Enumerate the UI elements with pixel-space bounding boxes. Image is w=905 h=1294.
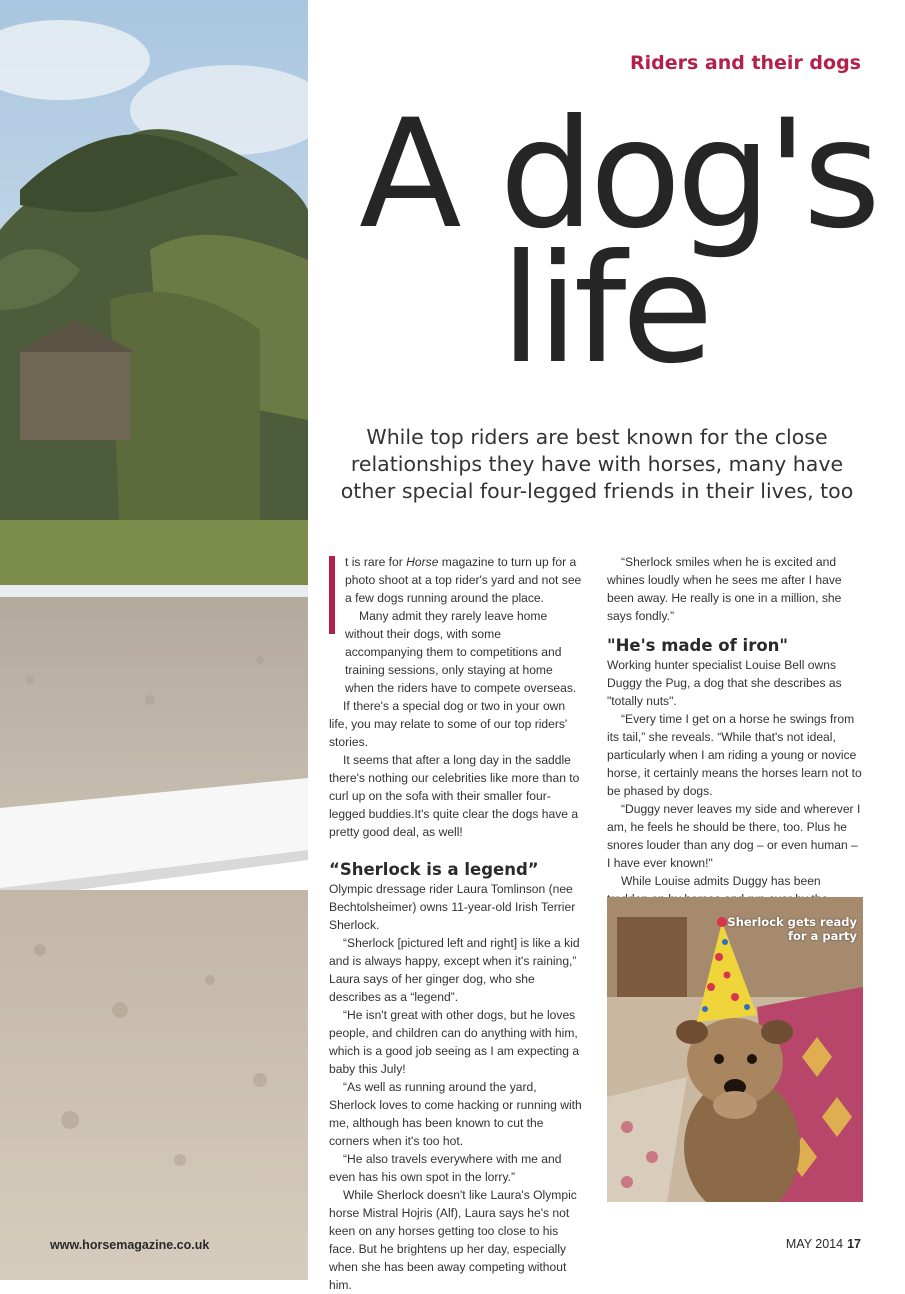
sherlock-paragraph-4: “As well as running around the yard, Sherlock loves to come hacking or running with me, although has been known to cut the corners when it's too hot.: [329, 1080, 582, 1148]
article-column-right: [607, 553, 863, 926]
duggy-paragraph-1: Working hunter specialist Louise Bell owns Duggy the Pug, a dog that she describes as "totally nuts".: [607, 658, 842, 708]
footer-website: www.horsemagazine.co.uk: [50, 1238, 210, 1252]
headline-line-1: A dog's: [359, 88, 876, 262]
issue-date: MAY 2014: [785, 1237, 844, 1251]
intro-paragraph-4: It seems that after a long day in the saddle there's nothing our celebrities like more than to curl up on the sofa with their smaller four-legged buddies.It's quite clear the dogs have a pretty good deal, as well!: [329, 753, 580, 839]
sherlock-paragraph-1: Olympic dressage rider Laura Tomlinson (nee Bechtolsheimer) owns 11-year-old Irish Terrier Sherlock.: [329, 882, 576, 932]
headline-line-2: life: [500, 223, 709, 397]
headline: [320, 88, 905, 397]
page-number: 17: [847, 1237, 861, 1251]
standfirst: While top riders are best known for the close relationships they have with horses, many have other special four-legged friends in their lives, too: [340, 425, 854, 503]
arena-photo: [0, 0, 308, 1280]
sherlock-paragraph-7: “Sherlock smiles when he is excited and whines loudly when he sees me after I have been away. He really is one in a million, she says fondly.”: [607, 555, 842, 623]
sherlock-paragraph-3: “He isn't great with other dogs, but he loves people, and children can do anything with him, which is a good job seeing as I am expecting a baby this July!: [329, 1008, 580, 1076]
sherlock-paragraph-6: While Sherlock doesn't like Laura's Olympic horse Mistral Hojris (Alf), Laura says he's not keen on any horses getting too close to his face. But he brightens up her day, especially when she has been away competing without him.: [329, 1188, 577, 1292]
intro-dropcap: [329, 553, 582, 607]
section-label: Riders and their dogs: [629, 52, 861, 74]
dropcap-bar: [329, 556, 335, 634]
sherlock-heading: “Sherlock is a legend”: [329, 860, 539, 879]
duggy-paragraph-2: “Every time I get on a horse he swings from its tail,” she reveals. “While that's not ideal, particularly when I am riding a young or novice horse, it certainly means the horses learn not to be phased by dogs.: [607, 712, 862, 798]
duggy-paragraph-3: “Duggy never leaves my side and wherever I am, he feels he should be there, too. Plus he snores louder than any dog – or even human – I have ever known!": [607, 802, 861, 870]
duggy-paragraph-4: While Louise admits Duggy has been: [607, 872, 863, 926]
sherlock-party-photo: [607, 897, 863, 1202]
intro-paragraph-3: If there's a special dog or two in your own life, you may relate to some of our top riders' stories.: [329, 699, 568, 749]
article-column-left: [329, 553, 582, 1294]
sherlock-paragraph-2: “Sherlock [pictured left and right] is like a kid and is always happy, except when it's raining,” Laura says of her ginger dog, who she describes as a “legend”.: [329, 936, 580, 1004]
intro-paragraph-1: t is rare for Horse magazine to turn up for a photo shoot at a top rider's yard and not see a few dogs running around the place.: [345, 555, 582, 605]
sherlock-paragraph-5: “He also travels everywhere with me and even has his own spot in the lorry.”: [329, 1152, 562, 1184]
duggy-heading: "He's made of iron": [607, 636, 789, 655]
photo-caption: Sherlock gets ready for a party: [727, 915, 857, 943]
footer-issue: [786, 1237, 861, 1251]
intro-paragraph-2: Many admit they rarely leave home without their dogs, with some accompanying them to competitions and training sessions, only staying at home when the riders have to compete overseas.: [345, 609, 577, 695]
